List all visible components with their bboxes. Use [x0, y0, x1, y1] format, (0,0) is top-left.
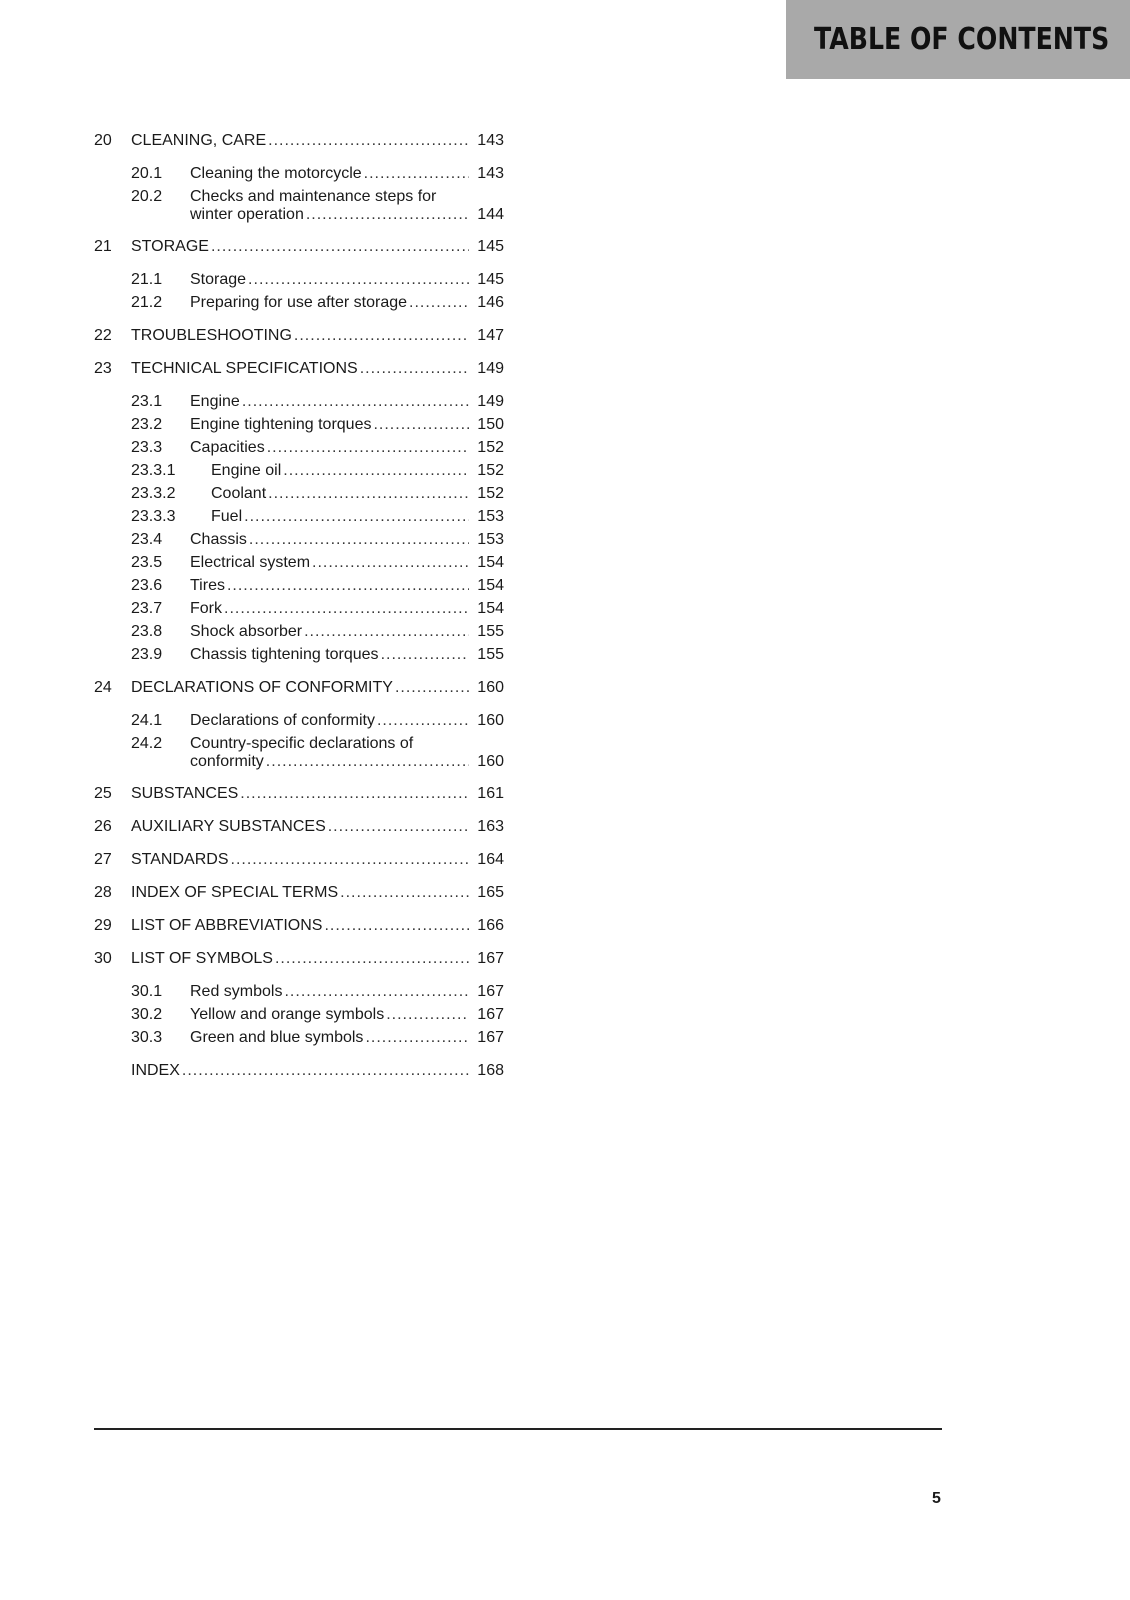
- dot-leader: [377, 709, 469, 732]
- entry-title: Engine: [190, 393, 240, 410]
- entry-title: TECHNICAL SPECIFICATIONS: [131, 360, 358, 377]
- entry-number: 22: [94, 327, 112, 344]
- toc-entry[interactable]: [94, 1026, 504, 1049]
- toc-entry[interactable]: [94, 390, 504, 413]
- entry-number: 23.5: [131, 554, 163, 571]
- toc-entry[interactable]: [94, 528, 504, 551]
- dot-leader: [386, 1003, 469, 1026]
- entry-number: 23.3.2: [131, 485, 176, 502]
- dot-leader: [365, 1026, 469, 1049]
- dot-leader: [328, 815, 469, 838]
- entry-title: CLEANING, CARE: [131, 132, 267, 149]
- entry-number: 20: [94, 132, 112, 149]
- entry-title: Preparing for use after storage: [190, 294, 408, 311]
- entry-number: 26: [94, 818, 112, 835]
- dot-leader: [395, 676, 469, 699]
- entry-page: 154: [477, 554, 504, 571]
- toc-entry[interactable]: [94, 848, 504, 871]
- entry-number: 23.7: [131, 600, 163, 617]
- entry-page: 168: [477, 1062, 504, 1079]
- toc-entry[interactable]: [94, 709, 504, 732]
- entry-title: Chassis tightening torques: [190, 646, 379, 663]
- entry-number: 24.1: [131, 712, 163, 729]
- footer-divider: [94, 1428, 942, 1430]
- toc-entry[interactable]: [94, 782, 504, 805]
- entry-title: Capacities: [190, 439, 265, 456]
- toc-entry[interactable]: [94, 620, 504, 643]
- entry-title: STANDARDS: [131, 851, 229, 868]
- dot-leader: [381, 643, 469, 666]
- entry-title-continuation: conformity: [190, 753, 264, 770]
- entry-title: Cleaning the motorcycle: [190, 165, 362, 182]
- dot-leader: [268, 129, 469, 152]
- entry-number: 23.9: [131, 646, 163, 663]
- toc-entry[interactable]: [94, 1003, 504, 1026]
- entry-title: Coolant: [211, 485, 267, 502]
- entry-page: 147: [477, 327, 504, 344]
- entry-page: 149: [477, 393, 504, 410]
- entry-number: 21: [94, 238, 112, 255]
- dot-leader: [409, 291, 469, 314]
- dot-leader: [340, 881, 469, 904]
- dot-leader: [244, 505, 469, 528]
- entry-number: 23.1: [131, 393, 163, 410]
- entry-number: 30.1: [131, 983, 163, 1000]
- dot-leader: [182, 1059, 469, 1082]
- entry-title: AUXILIARY SUBSTANCES: [131, 818, 326, 835]
- entry-title-continuation: winter operation: [190, 206, 304, 223]
- entry-title: Chassis: [190, 531, 247, 548]
- toc-entry[interactable]: [94, 162, 504, 185]
- dot-leader: [248, 268, 469, 291]
- dot-leader: [240, 782, 469, 805]
- toc-entry[interactable]: [94, 574, 504, 597]
- entry-number: 29: [94, 917, 112, 934]
- toc-entry-continuation[interactable]: [94, 752, 504, 772]
- entry-title: Declarations of conformity: [190, 712, 375, 729]
- table-of-contents: [94, 129, 504, 1082]
- entry-page: 145: [477, 271, 504, 288]
- entry-title: Shock absorber: [190, 623, 303, 640]
- entry-page: 150: [477, 416, 504, 433]
- dot-leader: [304, 620, 469, 643]
- entry-page: 154: [477, 600, 504, 617]
- entry-number: 24.2: [131, 735, 163, 752]
- entry-title: DECLARATIONS OF CONFORMITY: [131, 679, 393, 696]
- toc-entry[interactable]: [94, 914, 504, 937]
- entry-page: 146: [477, 294, 504, 311]
- entry-title: SUBSTANCES: [131, 785, 239, 802]
- entry-number: 23.3.1: [131, 462, 176, 479]
- entry-number: 30: [94, 950, 112, 967]
- entry-number: 30.3: [131, 1029, 163, 1046]
- entry-number: 30.2: [131, 1006, 163, 1023]
- entry-title: Engine oil: [211, 462, 282, 479]
- entry-number: 23.6: [131, 577, 163, 594]
- entry-number: 21.1: [131, 271, 163, 288]
- entry-title: LIST OF SYMBOLS: [131, 950, 273, 967]
- dot-leader: [324, 914, 469, 937]
- dot-leader: [224, 597, 469, 620]
- entry-title: Electrical system: [190, 554, 311, 571]
- dot-leader: [268, 482, 469, 505]
- toc-entry[interactable]: [94, 881, 504, 904]
- entry-page: 164: [477, 851, 504, 868]
- dot-leader: [294, 324, 469, 347]
- entry-page: 152: [477, 462, 504, 479]
- entry-page: 154: [477, 577, 504, 594]
- entry-title: LIST OF ABBREVIATIONS: [131, 917, 323, 934]
- entry-page: 144: [477, 206, 504, 223]
- entry-title: Tires: [190, 577, 225, 594]
- entry-page: 167: [477, 1029, 504, 1046]
- dot-leader: [231, 848, 470, 871]
- toc-entry[interactable]: [94, 357, 504, 380]
- entry-number: 23.2: [131, 416, 163, 433]
- entry-page: 153: [477, 508, 504, 525]
- entry-page: 152: [477, 485, 504, 502]
- entry-number: 28: [94, 884, 112, 901]
- entry-number: 20.2: [131, 188, 163, 205]
- entry-page: 166: [477, 917, 504, 934]
- entry-page: 155: [477, 646, 504, 663]
- section-title: TABLE OF CONTENTS: [814, 22, 1110, 57]
- toc-entry[interactable]: [94, 129, 504, 152]
- toc-entry[interactable]: [94, 1059, 504, 1082]
- entry-page: 160: [477, 712, 504, 729]
- entry-number: 20.1: [131, 165, 163, 182]
- dot-leader: [284, 980, 469, 1003]
- entry-number: 23: [94, 360, 112, 377]
- entry-page: 160: [477, 753, 504, 770]
- entry-page: 160: [477, 679, 504, 696]
- entry-title: Checks and maintenance steps for: [190, 188, 437, 205]
- toc-entry[interactable]: [94, 413, 504, 436]
- dot-leader: [312, 551, 469, 574]
- entry-number: 23.3: [131, 439, 163, 456]
- dot-leader: [275, 947, 469, 970]
- toc-entry-continuation[interactable]: [94, 205, 504, 225]
- toc-entry[interactable]: [94, 676, 504, 699]
- entry-title: Green and blue symbols: [190, 1029, 364, 1046]
- entry-page: 165: [477, 884, 504, 901]
- toc-entry[interactable]: [94, 551, 504, 574]
- entry-title: INDEX: [131, 1062, 180, 1079]
- toc-entry[interactable]: [94, 597, 504, 620]
- entry-title: Yellow and orange symbols: [190, 1006, 385, 1023]
- entry-page: 163: [477, 818, 504, 835]
- dot-leader: [211, 235, 469, 258]
- toc-entry[interactable]: [94, 235, 504, 258]
- entry-page: 152: [477, 439, 504, 456]
- entry-number: 23.3.3: [131, 508, 176, 525]
- entry-title: Fuel: [211, 508, 243, 525]
- entry-page: 145: [477, 238, 504, 255]
- dot-leader: [373, 413, 469, 436]
- entry-page: 149: [477, 360, 504, 377]
- toc-entry[interactable]: [94, 324, 504, 347]
- entry-number: 25: [94, 785, 112, 802]
- entry-title: INDEX OF SPECIAL TERMS: [131, 884, 339, 901]
- toc-entry[interactable]: [94, 980, 504, 1003]
- entry-page: 167: [477, 950, 504, 967]
- entry-title: Engine tightening torques: [190, 416, 372, 433]
- toc-entry[interactable]: [94, 436, 504, 459]
- entry-title: TROUBLESHOOTING: [131, 327, 292, 344]
- entry-page: 167: [477, 1006, 504, 1023]
- entry-title: Storage: [190, 271, 247, 288]
- page-number: 5: [932, 1490, 941, 1507]
- toc-entry[interactable]: [94, 643, 504, 666]
- toc-entry[interactable]: [94, 482, 504, 505]
- toc-entry[interactable]: [94, 505, 504, 528]
- dot-leader: [249, 528, 469, 551]
- dot-leader: [283, 459, 469, 482]
- entry-number: 27: [94, 851, 112, 868]
- toc-entry[interactable]: [94, 815, 504, 838]
- toc-entry[interactable]: [94, 947, 504, 970]
- entry-number: 24: [94, 679, 112, 696]
- toc-entry[interactable]: [94, 268, 504, 291]
- toc-entry[interactable]: [94, 291, 504, 314]
- entry-page: 161: [477, 785, 504, 802]
- dot-leader: [227, 574, 469, 597]
- entry-title: Red symbols: [190, 983, 283, 1000]
- section-header-tab: [786, 0, 1130, 79]
- dot-leader: [306, 205, 469, 225]
- dot-leader: [242, 390, 469, 413]
- entry-page: 143: [477, 132, 504, 149]
- toc-entry[interactable]: [94, 459, 504, 482]
- entry-number: 23.8: [131, 623, 163, 640]
- entry-page: 167: [477, 983, 504, 1000]
- entry-page: 153: [477, 531, 504, 548]
- entry-number: 21.2: [131, 294, 163, 311]
- dot-leader: [360, 357, 469, 380]
- entry-title: Fork: [190, 600, 222, 617]
- dot-leader: [266, 752, 469, 772]
- entry-page: 143: [477, 165, 504, 182]
- dot-leader: [267, 436, 469, 459]
- entry-page: 155: [477, 623, 504, 640]
- entry-number: 23.4: [131, 531, 163, 548]
- dot-leader: [364, 162, 469, 185]
- entry-title: Country-specific declarations of: [190, 735, 414, 752]
- entry-title: STORAGE: [131, 238, 209, 255]
